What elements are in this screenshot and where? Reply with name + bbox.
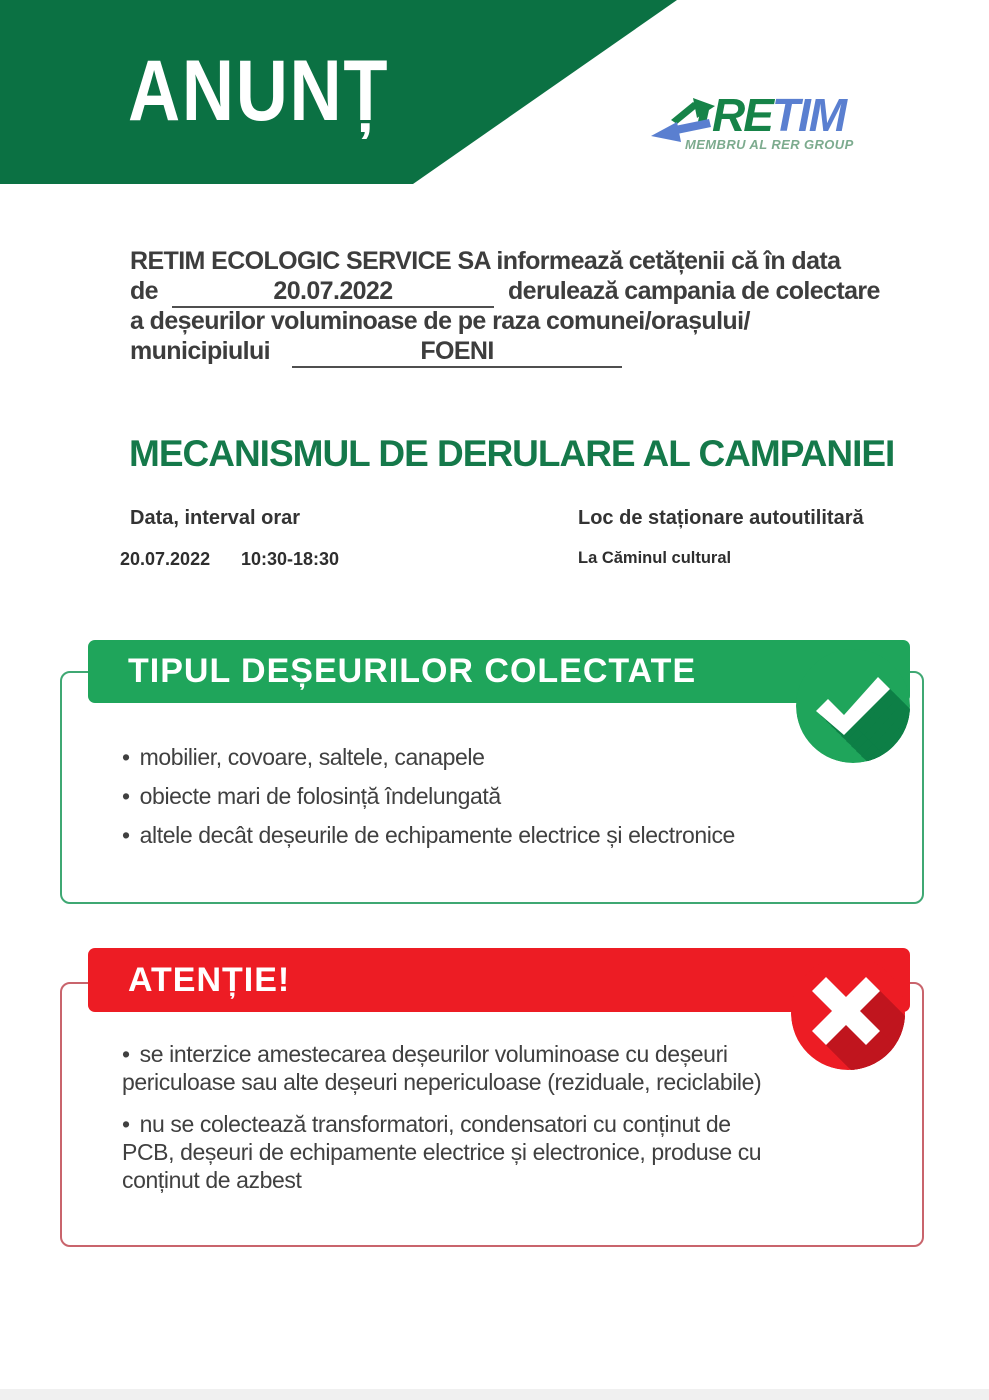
collected-list-item: • altele decât deșeurile de echipamente electrice și electronice <box>122 821 735 849</box>
x-mark-icon <box>791 956 905 1070</box>
schedule-interval: 10:30-18:30 <box>241 549 340 569</box>
schedule-date: 20.07.2022 <box>120 549 211 569</box>
attention-list-item-line: conținut de azbest <box>122 1167 302 1193</box>
logo-subtitle: MEMBRU AL RER GROUP <box>685 137 854 152</box>
intro-line-2 <box>130 276 880 308</box>
attention-list-item-line: PCB, deșeuri de echipamente electrice și electronice, produse cu <box>122 1139 762 1165</box>
municipality-fill-in-field: FOENI <box>292 336 622 368</box>
page-title: ANUNȚ <box>128 43 390 139</box>
logo-text-tim: TIM <box>771 89 846 141</box>
intro-de-label: de <box>130 277 158 305</box>
intro-municipality-label: municipiului <box>130 337 271 365</box>
bottom-edge-strip <box>0 1389 989 1400</box>
attention-header-bar <box>88 948 910 1012</box>
schedule-column-header: Data, interval orar <box>130 507 301 529</box>
logo-text-re: RE <box>712 89 772 141</box>
intro-line-1: RETIM ECOLOGIC SERVICE SA informează cetățenii că în data <box>130 247 841 275</box>
date-fill-in-field: 20.07.2022 <box>172 276 494 308</box>
checkmark-icon <box>796 649 910 763</box>
attention-list-item-line: • nu se colectează transformatori, condensatori cu conținut de <box>122 1110 731 1138</box>
location-column-header: Loc de staționare autoutilitară <box>578 507 864 529</box>
intro-line-4 <box>130 336 622 368</box>
section-heading-mechanism: MECANISMUL DE DERULARE AL CAMPANIEI <box>129 433 895 474</box>
attention-list-item-line: • se interzice amestecarea deșeurilor voluminoase cu deșeuri <box>122 1040 728 1068</box>
intro-line-2-rest: derulează campania de colectare <box>507 277 880 305</box>
collected-list-item: • mobilier, covoare, saltele, canapele <box>122 743 485 771</box>
attention-list-item-line: periculoase sau alte deșeuri nepericuloase (reziduale, reciclabile) <box>122 1069 762 1095</box>
location-value: La Căminul cultural <box>578 549 732 567</box>
collected-waste-header-bar <box>88 640 910 703</box>
retim-logo-text <box>712 88 845 142</box>
collected-waste-title: TIPUL DEȘEURILOR COLECTATE <box>128 652 697 690</box>
collected-list-item: • obiecte mari de folosință îndelungată <box>122 782 501 810</box>
intro-line-3: a deșeurilor voluminoase de pe raza comunei/orașului/ <box>130 307 750 335</box>
attention-title: ATENȚIE! <box>128 961 291 999</box>
